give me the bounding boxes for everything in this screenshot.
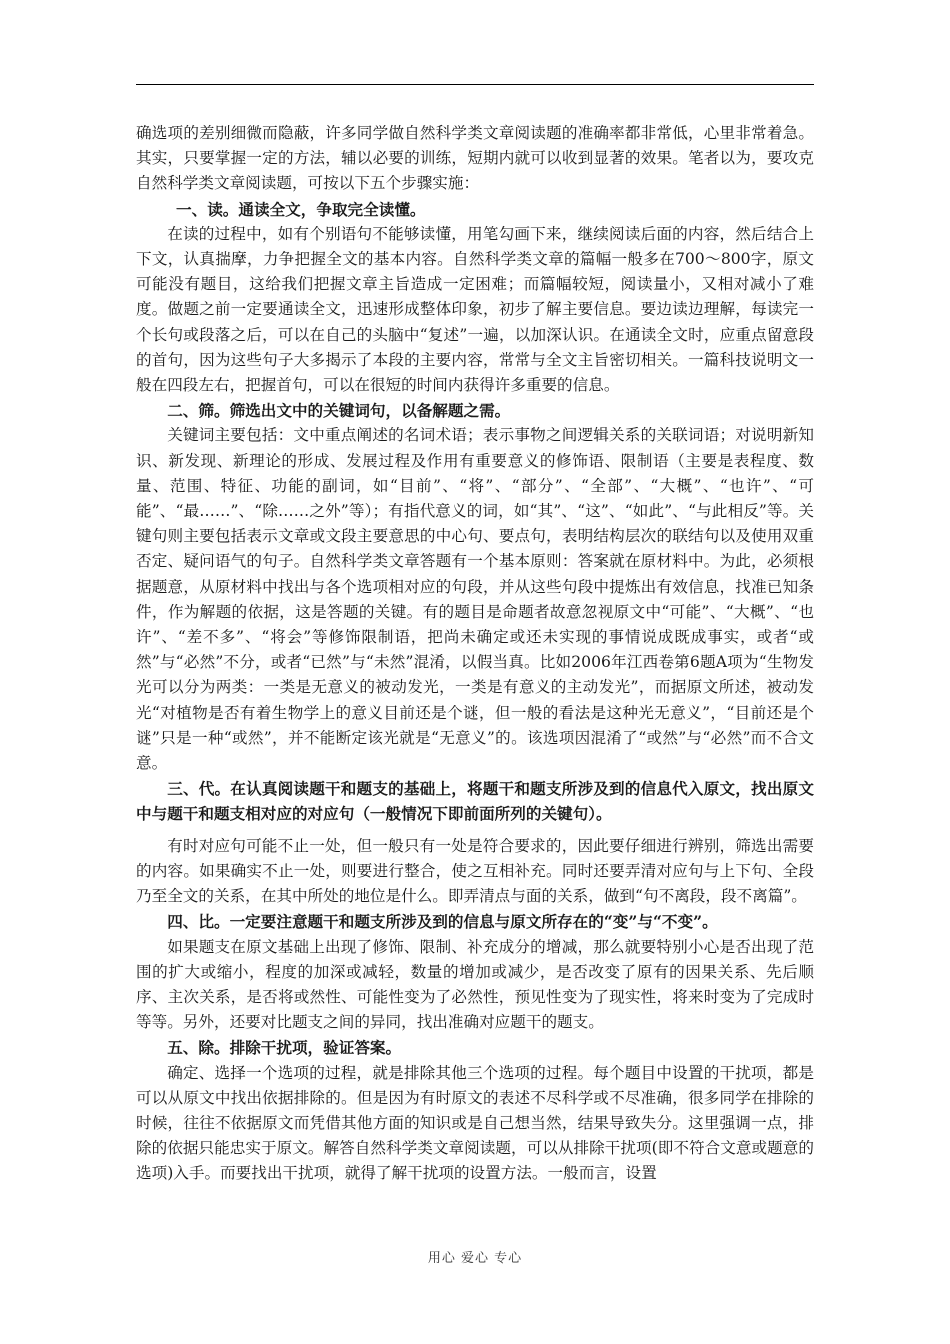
paragraph-intro: 确选项的差别细微而隐蔽，许多同学做自然科学类文章阅读题的准确率都非常低，心里非常着急。其实，只要掌握一定的方法，辅以必要的训练，短期内就可以收到显著的效果。笔者以为，要攻克自然科学类文章阅读题，可按以下五个步骤实施： (136, 124, 814, 193)
paragraph-read: 在读的过程中，如有个别语句不能够读懂，用笔勾画下来，继续阅读后面的内容，然后结合上下文，认真揣摩，力争把握全文的基本内容。自然科学类文章的篇幅一般多在700～800字，原文可能没有题目，这给我们把握文章主旨造成一定困难；而篇幅较短，阅读量小，又相对减小了难度。做题之前一定要通读全文，迅速形成整体印象，初步了解主要信息。要边读边理解，每读完一个长句或段落之后，可以在自己的头脑中“复述”一遍，以加深认识。在通读全文时，应重点留意段的首句，因为这些句子大多揭示了本段的主要内容，常常与全文主旨密切相关。一篇科技说明文一般在四段左右，把握首句，可以在很短的时间内获得许多重要的信息。 (136, 224, 814, 395)
section-heading-substitute: 三、代。在认真阅读题干和题支的基础上，将题干和题支所涉及到的信息代入原文，找出原文中与题干和题支相对应的对应句（一般情况下即前面所列的关键句）。 (136, 779, 814, 824)
paragraph-filter: 关键词主要包括：文中重点阐述的名词术语；表示事物之间逻辑关系的关联词语；对说明新知识、新发现、新理论的形成、发展过程及作用有重要意义的修饰语、限制语（主要是表程度、数量、范围、特征、功能的副词，如“目前”、“将”、“部分”、“全部”、“大概”、“也许”、“可能”、“最……”、“除……之外”等）；有指代意义的词，如“其”、“这”、“如此”、“与此相反”等。关键句则主要包括表示文章或文段主要意思的中心句、要点句，表明结构层次的联结句以及使用双重否定、疑问语气的句子。自然科学类文章答题有一个基本原则：答案就在原材料中。为此，必须根据题意，从原材料中找出与各个选项相对应的句段，并从这些句段中提炼出有效信息，找准已知条件，作为解题的依据，这是答题的关键。有的题目是命题者故意忽视原文中“可能”、“大概”、“也许”、“差不多”、“将会”等修饰限制语，把尚未确定或还未实现的事情说成既成事实，或者“或然”与“必然”不分，或者“已然”与“未然”混淆，以假当真。比如2006年江西卷第6题A项为“生物发光可以分为两类：一类是无意义的被动发光，一类是有意义的主动发光”，而据原文所述，被动发光“对植物是否有着生物学上的意义目前还是个谜，但一般的看法是这种光无意义”，“目前还是个谜”只是一种“或然”，并不能断定该光就是“无意义”的。该选项因混淆了“或然”与“必然”而不合文意。 (136, 426, 814, 773)
section-heading-read: 一、读。通读全文，争取完全读懂。 (176, 199, 426, 219)
document-body (136, 121, 814, 1187)
paragraph-substitute: 有时对应句可能不止一处，但一般只有一处是符合要求的，因此要仔细进行辨别，筛选出需要的内容。如果确实不止一处，则要进行整合，使之互相补充。同时还要弄清对应句与上下句、全段乃至全文的关系，在其中所处的地位是什么。即弄清点与面的关系，做到“句不离段，段不离篇”。 (136, 836, 814, 906)
paragraph-compare: 如果题支在原文基础上出现了修饰、限制、补充成分的增减，那么就要特别小心是否出现了范围的扩大或缩小，程度的加深或减轻，数量的增加或减少，是否改变了原有的因果关系、先后顺序、主次关系，是否将或然性、可能性变为了必然性，预见性变为了现实性，将来时变为了完成时等等。另外，还要对比题支之间的异同，找出准确对应题干的题支。 (136, 937, 814, 1032)
section-heading-eliminate: 五、除。排除干扰项，验证答案。 (167, 1038, 402, 1058)
section-heading-filter: 二、筛。筛选出文中的关键词句，以备解题之需。 (167, 401, 511, 421)
header-rule (136, 84, 814, 85)
paragraph-eliminate: 确定、选择一个选项的过程，就是排除其他三个选项的过程。每个题目中设置的干扰项，都是可以从原文中找出依据排除的。但是因为有时原文的表述不尽科学或不尽准确，很多同学在排除的时候，往往不依据原文而凭借其他方面的知识或是自己想当然，结果导致失分。这里强调一点，排除的依据只能忠实于原文。解答自然科学类文章阅读题，可以从排除干扰项(即不符合文意或题意的选项)入手。而要找出干扰项，就得了解干扰项的设置方法。一般而言，设置 (136, 1063, 814, 1183)
section-heading-compare: 四、比。一定要注意题干和题支所涉及到的信息与原文所存在的“变”与“不变”。 (167, 912, 718, 932)
page-footer: 用心 爱心 专心 (427, 1251, 523, 1266)
